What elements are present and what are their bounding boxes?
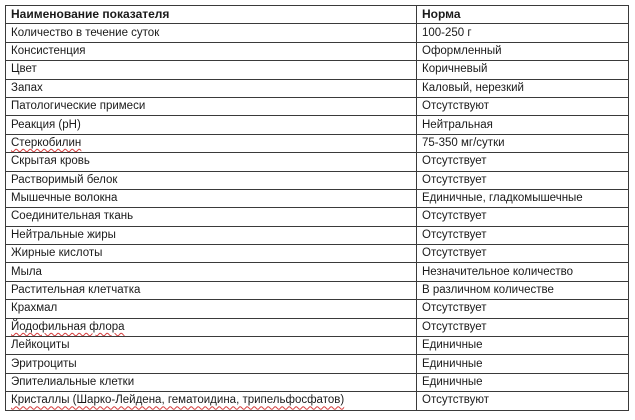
indicator-norm: Нейтральная bbox=[417, 116, 629, 134]
table-row bbox=[6, 97, 629, 115]
table-row bbox=[6, 373, 629, 391]
table-row bbox=[6, 245, 629, 263]
indicator-name: Крахмал bbox=[6, 300, 417, 318]
indicator-name: Растворимый белок bbox=[6, 171, 417, 189]
indicator-name: Нейтральные жиры bbox=[6, 226, 417, 244]
norms-table bbox=[5, 5, 629, 411]
indicator-norm: Оформленный bbox=[417, 42, 629, 60]
table-row bbox=[6, 116, 629, 134]
table-row bbox=[6, 208, 629, 226]
indicator-name: Консистенция bbox=[6, 42, 417, 60]
table-row bbox=[6, 318, 629, 336]
indicator-name bbox=[6, 392, 417, 410]
table-row bbox=[6, 263, 629, 281]
table-row bbox=[6, 189, 629, 207]
indicator-name: Эритроциты bbox=[6, 355, 417, 373]
indicator-name: Запах bbox=[6, 79, 417, 97]
indicator-name bbox=[6, 134, 417, 152]
indicator-norm: Единичные bbox=[417, 337, 629, 355]
indicator-norm: Отсутствуют bbox=[417, 97, 629, 115]
table-row bbox=[6, 42, 629, 60]
table-row bbox=[6, 281, 629, 299]
table-row bbox=[6, 61, 629, 79]
indicator-name: Реакция (pH) bbox=[6, 116, 417, 134]
indicator-norm: Отсутствует bbox=[417, 245, 629, 263]
table-row bbox=[6, 392, 629, 410]
indicator-norm: Единичные, гладкомышечные bbox=[417, 189, 629, 207]
indicator-name: Мыла bbox=[6, 263, 417, 281]
indicator-norm: 100-250 г bbox=[417, 24, 629, 42]
indicator-name: Мышечные волокна bbox=[6, 189, 417, 207]
indicator-name: Жирные кислоты bbox=[6, 245, 417, 263]
indicator-norm: Отсутствует bbox=[417, 318, 629, 336]
indicator-name: Соединительная ткань bbox=[6, 208, 417, 226]
header-norm: Норма bbox=[417, 6, 629, 24]
spellcheck-flagged-word: Йодофильная флора bbox=[11, 320, 125, 333]
table-row bbox=[6, 300, 629, 318]
spellcheck-flagged-text: Кристаллы (Шарко-Лейдена, гематоидина, трипельфосфатов) bbox=[11, 394, 345, 407]
indicator-norm: Единичные bbox=[417, 355, 629, 373]
indicator-name bbox=[6, 318, 417, 336]
indicator-norm: Отсутствуют bbox=[417, 392, 629, 410]
spellcheck-flagged-word: Стеркобилин bbox=[11, 136, 82, 149]
indicator-norm: Незначительное количество bbox=[417, 263, 629, 281]
indicator-norm: Отсутствует bbox=[417, 226, 629, 244]
indicator-name: Растительная клетчатка bbox=[6, 281, 417, 299]
indicator-name: Цвет bbox=[6, 61, 417, 79]
indicator-norm: Единичные bbox=[417, 373, 629, 391]
indicator-name: Скрытая кровь bbox=[6, 153, 417, 171]
indicator-name: Эпителиальные клетки bbox=[6, 373, 417, 391]
table-row bbox=[6, 153, 629, 171]
header-row bbox=[6, 6, 629, 24]
indicator-name: Лейкоциты bbox=[6, 337, 417, 355]
table-row bbox=[6, 134, 629, 152]
indicator-name: Патологические примеси bbox=[6, 97, 417, 115]
indicator-norm: 75-350 мг/сутки bbox=[417, 134, 629, 152]
indicator-name: Количество в течение суток bbox=[6, 24, 417, 42]
table-container bbox=[5, 5, 629, 411]
table-row bbox=[6, 24, 629, 42]
indicator-norm: Отсутствует bbox=[417, 153, 629, 171]
indicator-norm: Отсутствует bbox=[417, 208, 629, 226]
indicator-norm: Каловый, нерезкий bbox=[417, 79, 629, 97]
indicator-norm: Коричневый bbox=[417, 61, 629, 79]
indicator-norm: В различном количестве bbox=[417, 281, 629, 299]
indicator-norm: Отсутствует bbox=[417, 171, 629, 189]
indicator-norm: Отсутствует bbox=[417, 300, 629, 318]
header-indicator-name: Наименование показателя bbox=[6, 6, 417, 24]
table-row bbox=[6, 79, 629, 97]
table-row bbox=[6, 355, 629, 373]
table-row bbox=[6, 337, 629, 355]
table-row bbox=[6, 226, 629, 244]
table-row bbox=[6, 171, 629, 189]
